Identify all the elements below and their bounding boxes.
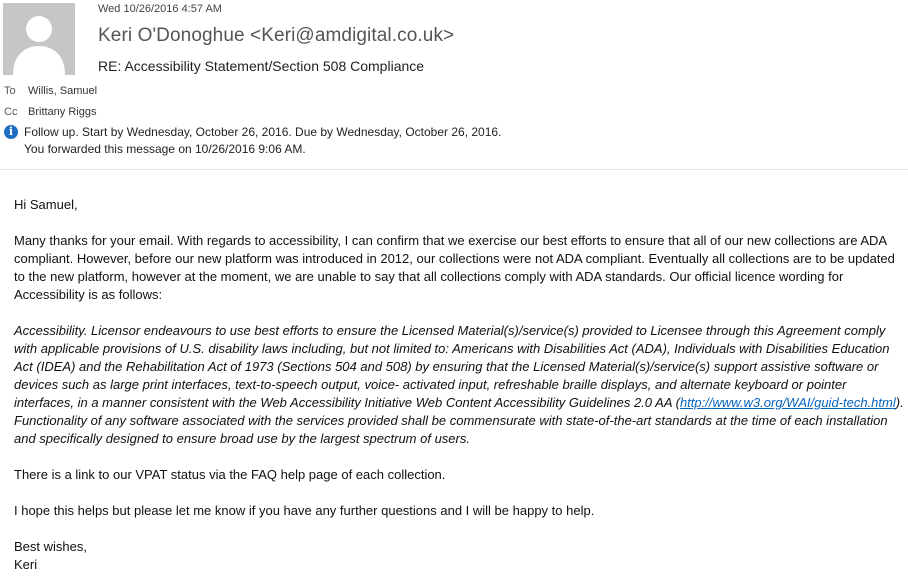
cc-label: Cc — [4, 106, 18, 118]
to-label: To — [4, 85, 16, 97]
message-header — [0, 0, 908, 170]
body-paragraph-4: I hope this helps but please let me know if you have any further questions and I will be happy to help. — [14, 503, 595, 518]
body-paragraph-1: Many thanks for your email. With regards to accessibility, I can confirm that we exercise our best efforts to ensure that all of our new collections are ADA compliant. However, before our new platform was introduced in 2012, our collections were not ADA compliant. Eventually all collections are to be updated to the new platform, however at the moment, we are unable to say that all collections comply with ADA standards. Our official licence wording for Accessibility is as follows: — [14, 233, 895, 302]
license-quote-text: Accessibility. Licensor endeavours to use best efforts to ensure the Licensed Material(s)/service(s) provided to Licensee through this Agreement comply with applicable provisions of U.S. disability laws including, but not limited to: Americans with Disabilities Act (ADA), Individuals with Disabilities Education Act (IDEA) and the Rehabilitation Act of 1973 (Sections 504 and 508) by ensuring that the Licensed Material(s)/service(s) support assistive software or devices such as large print interfaces, text-to-speech output, voice- activated input, refreshable braille displays, and alternate keyboard or pointer interfaces, in a manner consistent with the Web Accessibility Initiative Web Content Accessibility Guidelines 2.0 AA ( — [14, 323, 890, 410]
forwarded-notice: You forwarded this message on 10/26/2016 9:06 AM. — [24, 142, 306, 156]
license-quote-continued: ). Functionality of any software associated with the services provided shall be commensurate with state-of-the-art standards at the time of each installation and specifically designed to ensure broad use by the largest spectrum of users. — [14, 395, 904, 446]
sent-date: Wed 10/26/2016 4:57 AM — [98, 3, 222, 15]
info-icon: i — [4, 125, 18, 139]
sender-avatar — [3, 3, 75, 75]
cc-recipient[interactable]: Brittany Riggs — [28, 106, 97, 118]
w3c-guidelines-link[interactable]: http://www.w3.org/WAI/guid-tech.html — [679, 395, 896, 410]
message-body — [14, 196, 904, 574]
signature: Keri — [14, 557, 38, 572]
license-quote — [14, 322, 904, 448]
message-subject: RE: Accessibility Statement/Section 508 Compliance — [98, 58, 425, 74]
sender-name[interactable]: Keri O'Donoghue <Keri@amdigital.co.uk> — [98, 25, 455, 46]
followup-flag-text: Follow up. Start by Wednesday, October 26, 2016. Due by Wednesday, October 26, 2016. — [24, 125, 502, 139]
to-recipient[interactable]: Willis, Samuel — [28, 85, 98, 97]
signoff: Best wishes, — [14, 539, 87, 554]
header-divider — [0, 169, 908, 170]
greeting: Hi Samuel, — [14, 197, 78, 212]
body-paragraph-3: There is a link to our VPAT status via the FAQ help page of each collection. — [14, 467, 446, 482]
person-silhouette-icon — [3, 3, 75, 75]
